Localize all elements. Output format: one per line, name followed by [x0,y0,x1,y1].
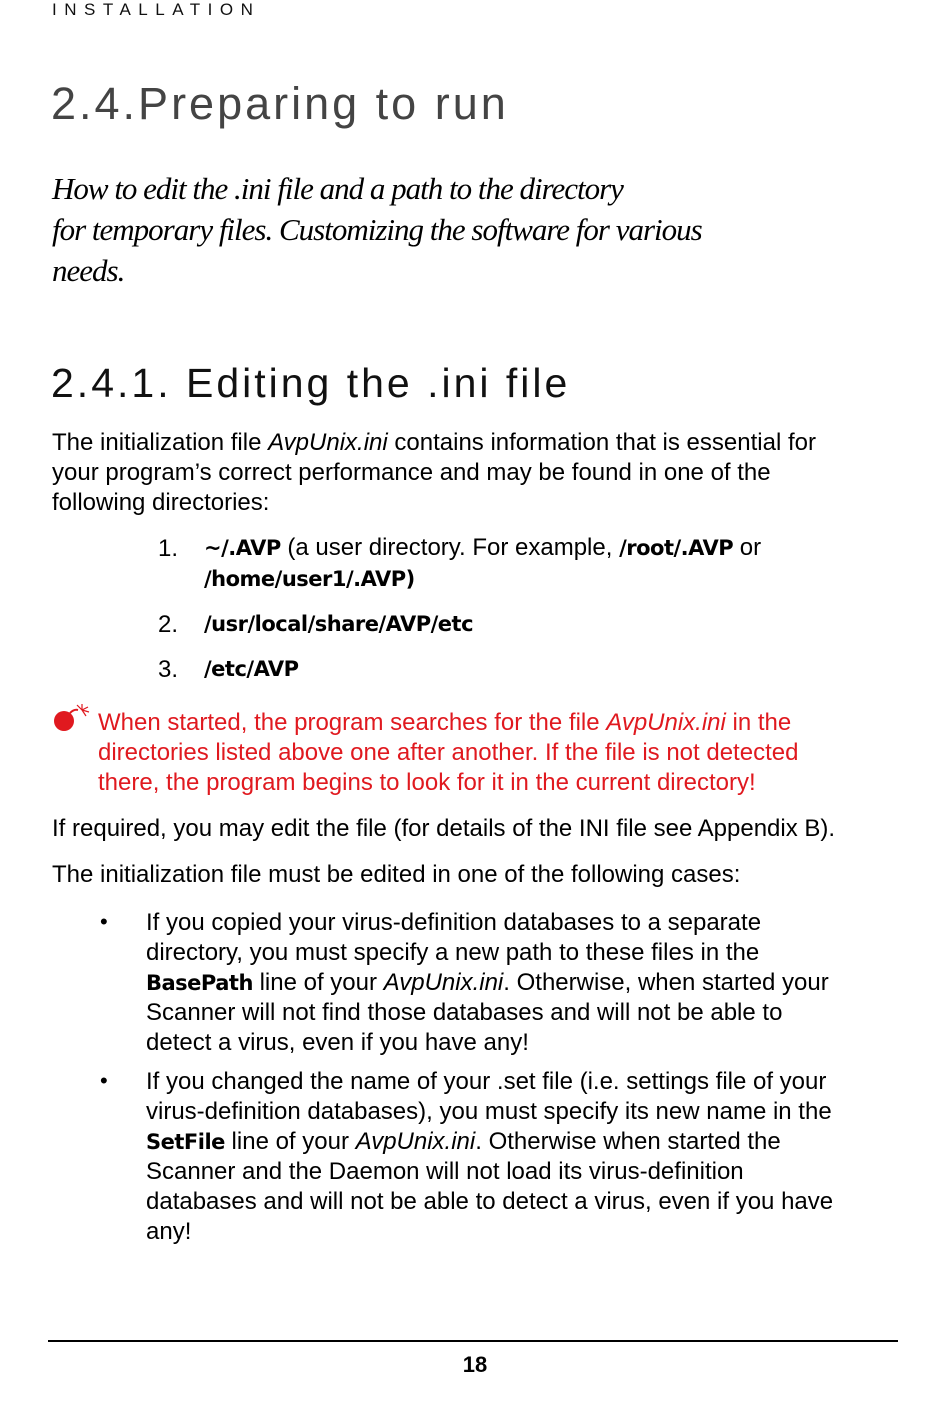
ini-filename: AvpUnix.ini [355,1128,476,1155]
subsection-title: 2.4.1. Editing the .ini file [51,360,571,406]
subtitle-line: How to edit the .ini file and a path to the directory [52,171,623,206]
subtitle-line: needs. [52,253,125,288]
list-number: 3. [158,656,179,683]
cases-paragraph: The initialization file must be edited in one of the following cases: [52,861,741,888]
section-subtitle [52,168,702,291]
footer-divider [48,1340,898,1342]
running-header: INSTALLATION [52,0,261,19]
directory-path: /usr/local/share/AVP/etc [204,612,474,636]
list-number: 1. [158,535,179,562]
list-number: 2. [158,611,179,638]
ini-filename: AvpUnix.ini [606,709,726,736]
ini-filename: AvpUnix.ini [268,429,388,456]
warning-note: When started, the program searches for the file AvpUnix.ini in the directories listed above one after another. If the file is not detected there, the program begins to look for it in the current directory! [98,709,799,796]
ini-filename: AvpUnix.ini [383,969,504,996]
intro-paragraph: The initialization file AvpUnix.ini contains information that is essential for your program’s correct performance and may be found in one of the following directories: [52,429,816,516]
example-path: /root/.AVP [619,536,734,560]
section-title: 2.4.Preparing to run [51,78,509,129]
config-key: SetFile [146,1130,225,1154]
bomb-icon [52,703,96,733]
subtitle-line: for temporary files. Customizing the software for various [52,212,702,247]
directory-path: ~/.AVP [204,536,281,560]
bullet: • [100,909,108,934]
edit-paragraph: If required, you may edit the file (for details of the INI file see Appendix B). [52,815,836,842]
config-key: BasePath [146,971,253,995]
directory-path: /etc/AVP [204,657,299,681]
page-number: 18 [462,1352,488,1377]
bullet: • [100,1068,108,1093]
example-path: /home/user1/.AVP) [204,567,415,591]
